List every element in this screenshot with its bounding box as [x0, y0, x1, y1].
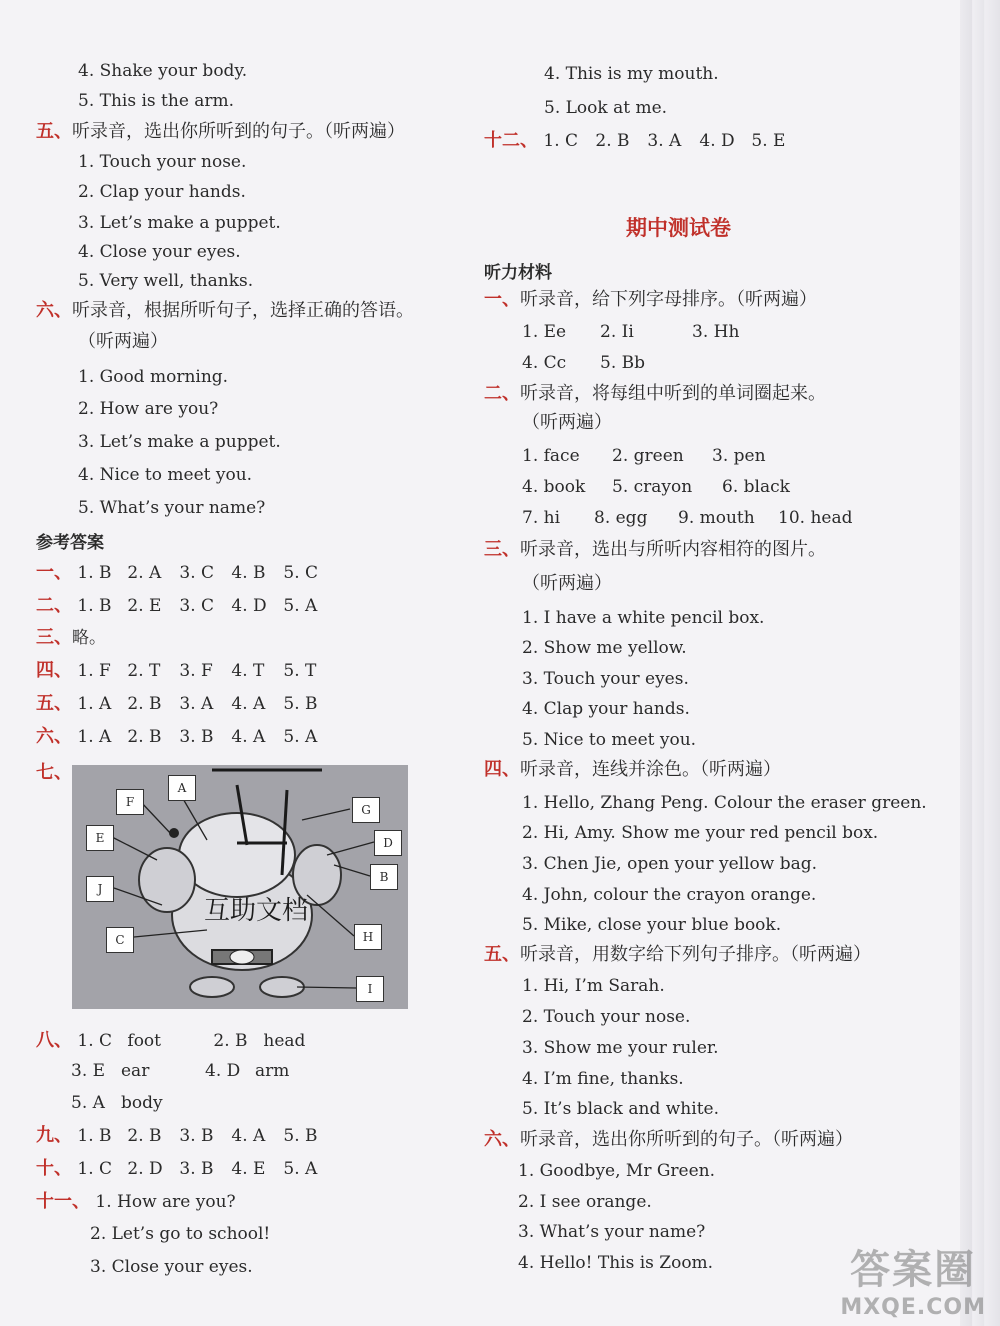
- section-5-heading: 五、听录音，用数字给下列句子排序。（听两遍）: [484, 944, 871, 965]
- section-6-heading: 六、听录音，选出你所听到的句子。（听两遍）: [484, 1129, 853, 1150]
- answer-row: 四、 1. F 2. T 3. F 4. T 5. T: [36, 660, 317, 681]
- answer-row: 一、 1. B 2. A 3. C 4. B 5. C: [36, 562, 319, 583]
- figure-label: B: [370, 864, 398, 890]
- list-item: 4. Close your eyes.: [78, 242, 241, 262]
- answer-7-number: 七、: [36, 762, 72, 783]
- section-1-heading: 一、听录音，给下列字母排序。（听两遍）: [484, 289, 817, 310]
- list-item: 2. How are you?: [78, 399, 219, 419]
- list-item: 2. Clap your hands.: [78, 182, 246, 202]
- list-item: 1. Good morning.: [78, 367, 229, 387]
- list-item: 3. Show me your ruler.: [522, 1038, 719, 1058]
- answer-8-row: 3. E ear 4. D arm: [71, 1061, 290, 1081]
- answer-8-row: 八、 1. C foot 2. B head: [36, 1030, 306, 1051]
- answer-7-figure: [72, 765, 408, 1009]
- list-item: 4. Clap your hands.: [522, 699, 690, 719]
- figure-watermark: 互助文档: [204, 896, 309, 926]
- answer-row: 三、略。: [36, 627, 106, 648]
- answer-row: 五、 1. A 2. B 3. A 4. A 5. B: [36, 693, 318, 714]
- figure-label: E: [86, 825, 114, 851]
- answer-8-row: 5. A body: [71, 1093, 163, 1113]
- figure-label: H: [354, 924, 382, 950]
- brand-logo: 答案圈: [850, 1247, 977, 1293]
- list-item: 5. Mike, close your blue book.: [522, 915, 782, 935]
- sub-heading: 听力材料: [484, 263, 552, 283]
- list-item: 3. Close your eyes.: [90, 1257, 253, 1277]
- answer-12-row: 十二、 1. C 2. B 3. A 4. D 5. E: [484, 130, 786, 151]
- brand-watermark: [840, 1238, 986, 1320]
- list-row: 4. book 5. crayon 6. black: [522, 477, 790, 497]
- section-title: 期中测试卷: [626, 216, 731, 240]
- list-item: 2. I see orange.: [518, 1192, 652, 1212]
- list-item: 5. What’s your name?: [78, 498, 266, 518]
- list-item: 2. Touch your nose.: [522, 1007, 691, 1027]
- figure-label: C: [106, 927, 134, 953]
- answers-heading: 参考答案: [36, 533, 104, 553]
- list-row: 1. Ee 2. Ii 3. Hh: [522, 322, 740, 342]
- answer-row: 九、 1. B 2. B 3. B 4. A 5. B: [36, 1125, 318, 1146]
- section-3-heading-cont: （听两遍）: [522, 573, 612, 594]
- list-item: 1. Goodbye, Mr Green.: [518, 1161, 716, 1181]
- figure-label: F: [116, 789, 144, 815]
- list-row: 1. face 2. green 3. pen: [522, 446, 766, 466]
- list-item: 5. Very well, thanks.: [78, 271, 254, 291]
- list-item: 1. Hello, Zhang Peng. Colour the eraser green.: [522, 793, 927, 813]
- section-4-heading: 四、听录音，连线并涂色。（听两遍）: [484, 759, 781, 780]
- answer-row: 二、 1. B 2. E 3. C 4. D 5. A: [36, 595, 318, 616]
- list-item: 3. Chen Jie, open your yellow bag.: [522, 854, 817, 874]
- answer-row: 六、 1. A 2. B 3. B 4. A 5. A: [36, 726, 318, 747]
- list-item: 1. Touch your nose.: [78, 152, 247, 172]
- list-item: 4. I’m fine, thanks.: [522, 1069, 684, 1089]
- figure-label: A: [168, 775, 196, 801]
- list-item: 3. Let’s make a puppet.: [78, 432, 281, 452]
- brand-url: MXQE.COM: [840, 1295, 986, 1320]
- list-item: 1. Hi, I’m Sarah.: [522, 976, 665, 996]
- list-item: 3. Let’s make a puppet.: [78, 213, 281, 233]
- text-line: 5. This is the arm.: [78, 91, 235, 111]
- text-line: 5. Look at me.: [544, 98, 668, 118]
- page-edge: [960, 0, 1000, 1326]
- list-row: 7. hi 8. egg 9. mouth 10. head: [522, 508, 853, 528]
- figure-label: J: [86, 876, 114, 902]
- list-item: 4. Nice to meet you.: [78, 465, 253, 485]
- list-item: 2. Let’s go to school!: [90, 1224, 271, 1244]
- list-item: 5. Nice to meet you.: [522, 730, 697, 750]
- answer-11-heading: 十一、 1. How are you?: [36, 1191, 236, 1212]
- list-item: 5. It’s black and white.: [522, 1099, 719, 1119]
- list-item: 4. John, colour the crayon orange.: [522, 885, 817, 905]
- section-2-heading-cont: （听两遍）: [522, 412, 612, 433]
- list-item: 2. Show me yellow.: [522, 638, 687, 658]
- section-6-heading-cont: （听两遍）: [78, 331, 168, 352]
- list-item: 4. Hello! This is Zoom.: [518, 1253, 714, 1273]
- section-5-heading: 五、听录音，选出你所听到的句子。（听两遍）: [36, 121, 405, 142]
- section-3-heading: 三、听录音，选出与所听内容相符的图片。: [484, 539, 826, 560]
- figure-label: D: [374, 830, 402, 856]
- figure-label: I: [356, 976, 384, 1002]
- list-row: 4. Cc 5. Bb: [522, 353, 645, 373]
- list-item: 3. What’s your name?: [518, 1222, 706, 1242]
- text-line: 4. Shake your body.: [78, 61, 248, 81]
- answer-row: 十、 1. C 2. D 3. B 4. E 5. A: [36, 1158, 318, 1179]
- text-line: 4. This is my mouth.: [544, 64, 719, 84]
- list-item: 1. I have a white pencil box.: [522, 608, 765, 628]
- list-item: 2. Hi, Amy. Show me your red pencil box.: [522, 823, 879, 843]
- list-item: 3. Touch your eyes.: [522, 669, 689, 689]
- section-6-heading: 六、听录音，根据所听句子，选择正确的答语。: [36, 300, 414, 321]
- figure-label: G: [352, 797, 380, 823]
- section-2-heading: 二、听录音，将每组中听到的单词圈起来。: [484, 383, 826, 404]
